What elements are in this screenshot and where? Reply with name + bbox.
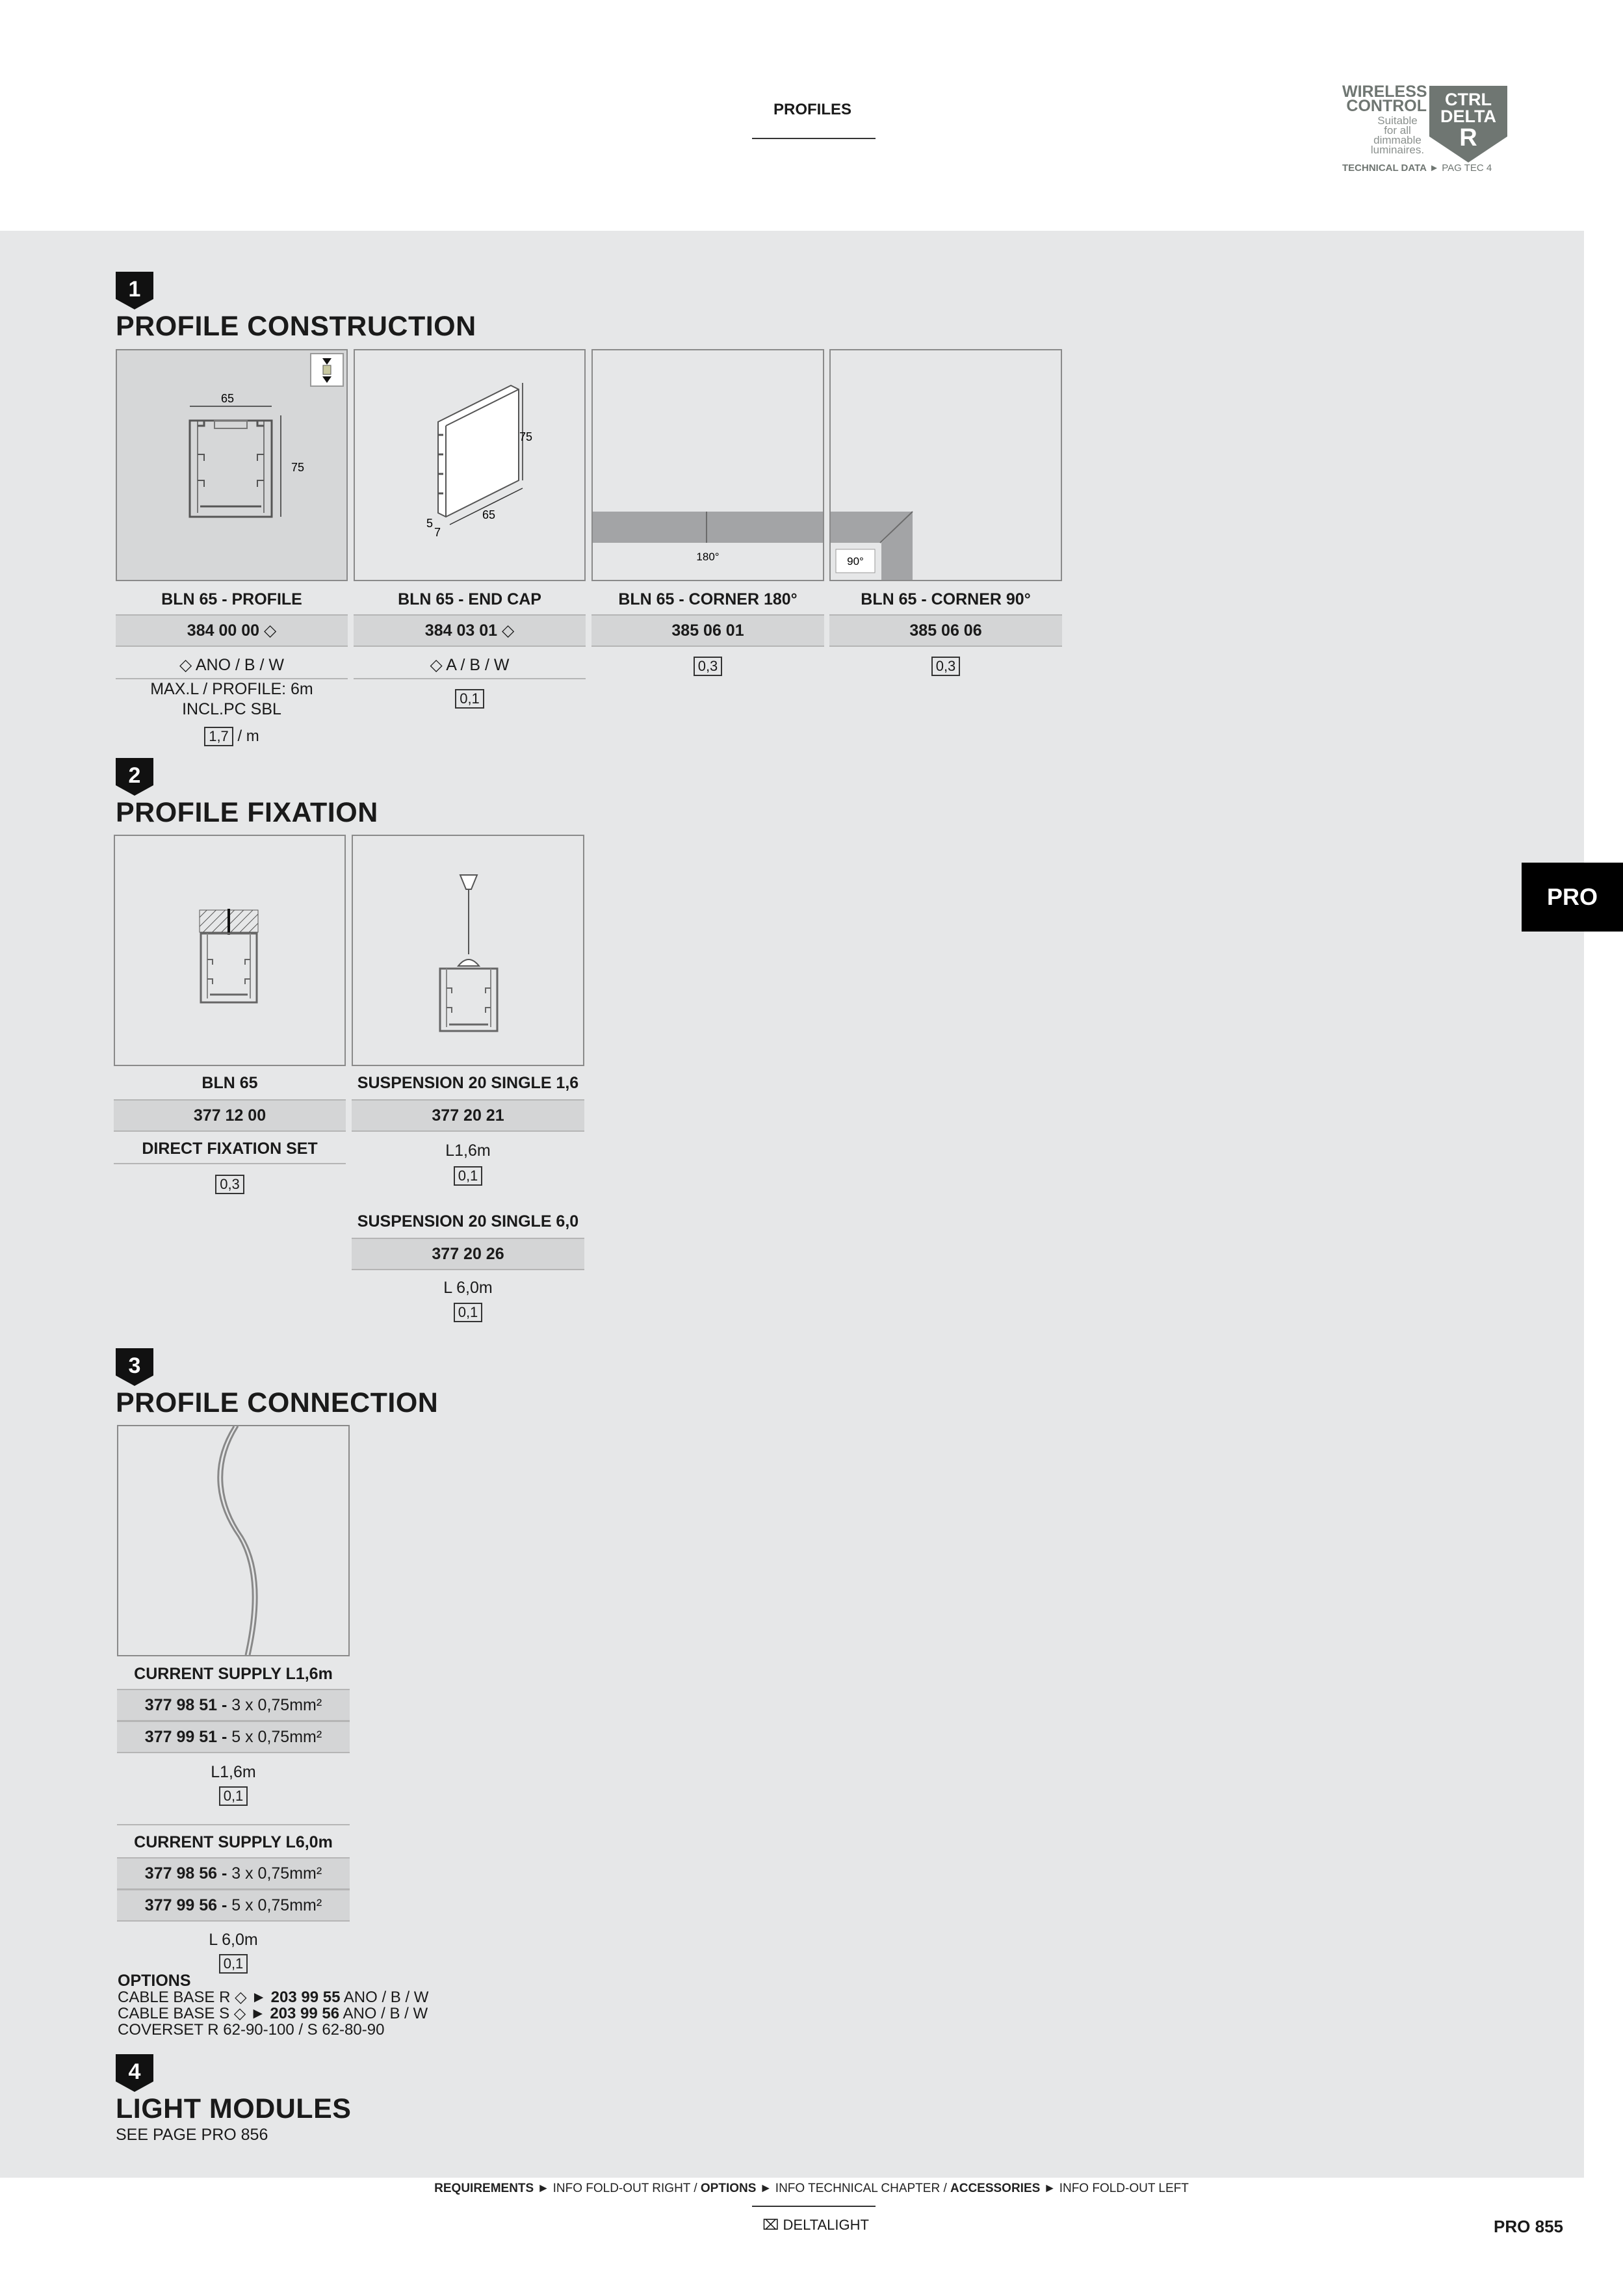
- profile-weight: 1,7 / m: [116, 727, 348, 746]
- suspension-60-weight: 0,1: [352, 1303, 584, 1322]
- svg-text:65: 65: [482, 508, 496, 521]
- svg-text:180°: 180°: [696, 551, 720, 563]
- corner-180-image: [591, 349, 824, 581]
- corner-180-drawing: [593, 350, 823, 580]
- suspension-16-name: SUSPENSION 20 SINGLE 1,6: [357, 1074, 579, 1092]
- diamond-icon: ◇: [430, 656, 443, 674]
- section-number-badge-2: [116, 758, 153, 796]
- direct-fixation-image: [114, 835, 346, 1066]
- suspension-16-code: 377 20 21: [352, 1099, 584, 1132]
- suitable-note: Suitable for all dimmable luminaires.: [1370, 114, 1425, 156]
- corner-90-code: 385 06 06: [829, 614, 1062, 647]
- direct-fixation-name: BLN 65: [201, 1074, 258, 1092]
- diamond-icon: ◇: [501, 621, 515, 640]
- current-supply-60-row2: 377 99 56 - 5 x 0,75mm²: [117, 1889, 350, 1922]
- ctrl-text: CTRL: [1445, 90, 1492, 109]
- corner-180-name: BLN 65 - CORNER 180°: [618, 590, 798, 608]
- section-title-connection: PROFILE CONNECTION: [116, 1387, 439, 1418]
- option-cable-base-s: CABLE BASE S ◇ ► 203 99 56 ANO / B / W: [118, 2005, 428, 2022]
- svg-text:4: 4: [128, 2059, 141, 2084]
- suspension-16-length: L1,6m: [445, 1141, 491, 1160]
- end-cap-image: [354, 349, 586, 581]
- current-supply-16-row1: 377 98 51 - 3 x 0,75mm²: [117, 1689, 350, 1721]
- profile-finish: ◇ ANO / B / W: [179, 656, 284, 674]
- option-cable-base-r: CABLE BASE R ◇ ► 203 99 55 ANO / B / W: [118, 1989, 429, 2006]
- current-supply-60-row1: 377 98 56 - 3 x 0,75mm²: [117, 1857, 350, 1890]
- suspension-60-length: L 6,0m: [443, 1279, 493, 1297]
- corner-180-code: 385 06 01: [591, 614, 824, 647]
- svg-text:65: 65: [220, 392, 235, 405]
- section-number-badge-3: [116, 1348, 153, 1386]
- svg-text:90°: 90°: [847, 555, 864, 567]
- current-supply-60-length: L 6,0m: [209, 1931, 258, 1949]
- profile-included: INCL.PC SBL: [182, 700, 281, 718]
- delta-text: DELTA: [1440, 107, 1496, 126]
- current-supply-60-title: CURRENT SUPPLY L6,0m: [134, 1833, 333, 1851]
- direct-fixation-weight: 0,3: [114, 1175, 346, 1194]
- end-cap-drawing: [355, 350, 584, 580]
- deltalight-logo: ⌧ DELTALIGHT: [762, 2217, 869, 2233]
- section-number-badge-1: [116, 272, 153, 309]
- triangle-right-icon: ►: [1043, 2182, 1056, 2195]
- wireless-control-badge: [1342, 85, 1511, 176]
- suspension-16-weight: 0,1: [352, 1166, 584, 1186]
- cable-drawing: [118, 1426, 348, 1655]
- section-title-fixation: PROFILE FIXATION: [116, 797, 378, 828]
- corner-90-weight: 0,3: [829, 657, 1062, 676]
- current-supply-16-length: L1,6m: [211, 1763, 256, 1781]
- suspension-60-code: 377 20 26: [352, 1238, 584, 1270]
- triangle-right-icon: ►: [537, 2182, 550, 2195]
- triangle-right-icon: ►: [1429, 163, 1440, 174]
- svg-text:3: 3: [128, 1353, 141, 1378]
- current-supply-16-weight: 0,1: [117, 1786, 350, 1806]
- suspension-60-name: SUSPENSION 20 SINGLE 6,0: [357, 1212, 579, 1231]
- diamond-icon: ◇: [233, 2005, 246, 2022]
- profile-image: [116, 349, 348, 581]
- corner-90-drawing: [831, 350, 1061, 580]
- diamond-icon: ◇: [235, 1989, 247, 2006]
- svg-text:1: 1: [128, 277, 141, 302]
- divider: [117, 1824, 350, 1825]
- profile-max-length: MAX.L / PROFILE: 6m: [150, 680, 313, 698]
- section-number-badge-4: [116, 2054, 153, 2092]
- current-supply-60-weight: 0,1: [117, 1954, 350, 1974]
- light-modules-note[interactable]: SEE PAGE PRO 856: [116, 2126, 268, 2144]
- current-supply-16-row2: 377 99 51 - 5 x 0,75mm²: [117, 1721, 350, 1753]
- svg-text:7: 7: [434, 526, 441, 539]
- divider: [114, 1163, 346, 1164]
- page-title: PROFILES: [773, 101, 851, 118]
- footer-references: REQUIREMENTS ► INFO FOLD-OUT RIGHT / OPTIONS ► INFO TECHNICAL CHAPTER / ACCESSORIES ► INFO FOLD-OUT LEFT: [434, 2182, 1189, 2195]
- diamond-icon: ◇: [263, 621, 277, 640]
- svg-text:2: 2: [128, 763, 141, 788]
- technical-data-link[interactable]: TECHNICAL DATA ► PAG TEC 4: [1342, 163, 1492, 174]
- triangle-right-icon: ►: [251, 1989, 266, 2006]
- end-cap-name: BLN 65 - END CAP: [398, 590, 541, 608]
- direct-fixation-code: 377 12 00: [114, 1099, 346, 1132]
- corner-90-name: BLN 65 - CORNER 90°: [861, 590, 1031, 608]
- suspension-drawing: [353, 836, 583, 1065]
- profile-code: 384 00 00 ◇: [116, 614, 348, 647]
- svg-text:5: 5: [426, 517, 434, 530]
- suspension-image: [352, 835, 584, 1066]
- end-cap-weight: 0,1: [354, 689, 586, 709]
- corner-90-image: [829, 349, 1062, 581]
- corner-180-weight: 0,3: [591, 657, 824, 676]
- ctrl-delta-shield-icon: [1429, 86, 1507, 163]
- triangle-right-icon: ►: [250, 2005, 266, 2022]
- direct-fixation-drawing: [115, 836, 344, 1065]
- option-coverset: COVERSET R 62-90-100 / S 62-80-90: [118, 2021, 385, 2039]
- page-number: PRO 855: [1494, 2217, 1563, 2236]
- svg-text:75: 75: [519, 430, 533, 443]
- profile-cross-section-drawing: [117, 350, 346, 580]
- diamond-icon: ◇: [179, 656, 192, 674]
- current-supply-image: [117, 1425, 350, 1656]
- end-cap-code: 384 03 01 ◇: [354, 614, 586, 647]
- deltalight-mark-icon: ⌧: [762, 2217, 779, 2233]
- section-title-light-modules: LIGHT MODULES: [116, 2093, 352, 2124]
- header-divider: [752, 138, 876, 139]
- svg-text:75: 75: [291, 461, 305, 474]
- end-cap-finish: ◇ A / B / W: [430, 656, 510, 674]
- section-title-construction: PROFILE CONSTRUCTION: [116, 311, 476, 342]
- divider: [354, 678, 586, 679]
- direct-fixation-desc: DIRECT FIXATION SET: [142, 1140, 318, 1158]
- r-letter: R: [1459, 124, 1477, 151]
- chapter-tab[interactable]: PRO: [1522, 863, 1623, 932]
- profile-name: BLN 65 - PROFILE: [161, 590, 302, 608]
- wireless-control-label: WIRELESS CONTROL: [1342, 83, 1427, 115]
- triangle-right-icon: ►: [759, 2182, 772, 2195]
- options-block: OPTIONS CABLE BASE R ◇ ► 203 99 55 ANO / B / W CABLE BASE S ◇ ► 203 99 56 ANO / B / W COVERSET R 62-90-100 / S 62-80-90: [118, 1972, 429, 2039]
- current-supply-16-title: CURRENT SUPPLY L1,6m: [134, 1665, 333, 1683]
- footer-divider: [752, 2206, 876, 2207]
